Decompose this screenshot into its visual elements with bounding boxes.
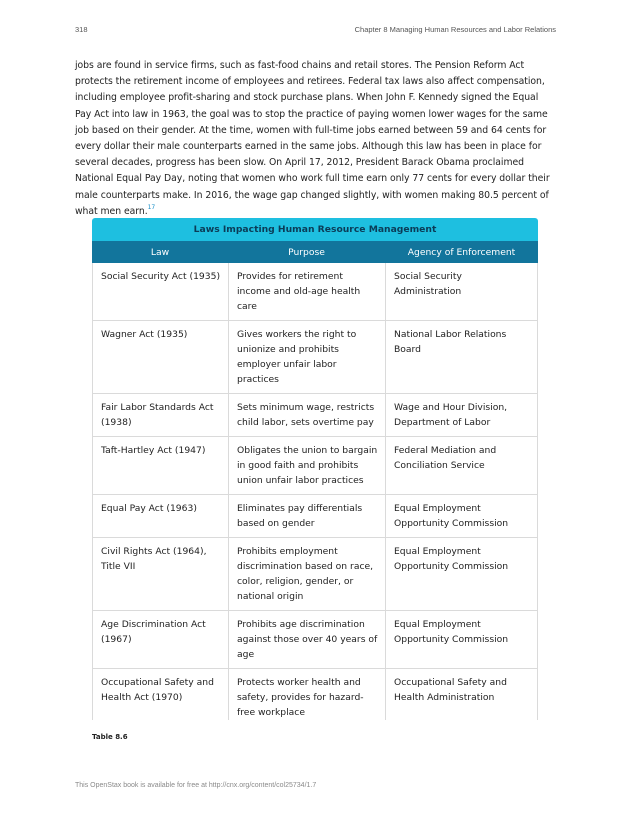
body-paragraph xyxy=(75,58,556,220)
cell-law: Civil Rights Act (1964), Title VII xyxy=(92,538,228,610)
cell-purpose: Provides for retirement income and old-age health care xyxy=(228,263,385,320)
cell-agency: Equal Employment Opportunity Commission xyxy=(385,611,538,668)
cell-purpose: Eliminates pay differentials based on gender xyxy=(228,495,385,537)
footnote-link[interactable]: 17 xyxy=(147,203,156,211)
table-row xyxy=(92,495,538,538)
cell-purpose: Prohibits employment discrimination based on race, color, religion, gender, or national origin xyxy=(228,538,385,610)
table-row xyxy=(92,321,538,394)
table-row xyxy=(92,394,538,437)
table-body xyxy=(92,263,538,720)
chapter-title: Chapter 8 Managing Human Resources and Labor Relations xyxy=(354,25,556,34)
cell-law: Occupational Safety and Health Act (1970) xyxy=(92,669,228,720)
cell-agency: Equal Employment Opportunity Commission xyxy=(385,538,538,610)
cell-purpose: Protects worker health and safety, provides for hazard-free workplace xyxy=(228,669,385,720)
cell-law: Age Discrimination Act (1967) xyxy=(92,611,228,668)
cell-agency: Federal Mediation and Conciliation Service xyxy=(385,437,538,494)
cell-agency: Equal Employment Opportunity Commission xyxy=(385,495,538,537)
cell-law: Social Security Act (1935) xyxy=(92,263,228,320)
cell-agency: National Labor Relations Board xyxy=(385,321,538,393)
cell-purpose: Obligates the union to bargain in good faith and prohibits union unfair labor practices xyxy=(228,437,385,494)
table-row xyxy=(92,263,538,321)
cell-law: Taft-Hartley Act (1947) xyxy=(92,437,228,494)
cell-agency: Occupational Safety and Health Administration xyxy=(385,669,538,720)
column-header-agency: Agency of Enforcement xyxy=(407,247,516,258)
cell-law: Equal Pay Act (1963) xyxy=(92,495,228,537)
table-title: Laws Impacting Human Resource Management xyxy=(92,218,538,241)
column-header-purpose: Purpose xyxy=(288,247,325,258)
table-row xyxy=(92,538,538,611)
cell-agency: Social Security Administration xyxy=(385,263,538,320)
cell-law: Wagner Act (1935) xyxy=(92,321,228,393)
page-number: 318 xyxy=(75,25,88,34)
cell-purpose: Gives workers the right to unionize and prohibits employer unfair labor practices xyxy=(228,321,385,393)
table-row xyxy=(92,669,538,720)
page-footer: This OpenStax book is available for free at http://cnx.org/content/col25734/1.7 xyxy=(75,782,317,789)
running-header xyxy=(75,25,556,37)
column-header-law: Law xyxy=(150,247,170,258)
table-caption: Table 8.6 xyxy=(92,733,128,741)
paragraph-text: jobs are found in service firms, such as fast-food chains and retail stores. The Pension Reform Act protects the retirement income of employees and retirees. Federal tax laws also affect compensation, including employee profit-sharing and stock purchase plans. When John F. Kennedy signed the Equal Pay Act into law in 1963, the goal was to stop the practice of paying women lower wages for the same job based on their gender. At the time, women with full-time jobs earned between 59 and 64 cents for every dollar their male counterparts earned in the same jobs. Although this law has been in place for several decades, progress has been slow. On April 17, 2012, President Barack Obama proclaimed National Equal Pay Day, noting that women who work full time earn only 77 cents for every dollar their male counterparts make. In 2016, the wage gap changed slightly, with women making 80.5 percent of what men earn. xyxy=(75,60,550,217)
laws-table xyxy=(92,218,538,720)
table-header-row xyxy=(92,241,538,263)
cell-agency: Wage and Hour Division, Department of Labor xyxy=(385,394,538,436)
table-row xyxy=(92,611,538,669)
cell-law: Fair Labor Standards Act (1938) xyxy=(92,394,228,436)
cell-purpose: Prohibits age discrimination against those over 40 years of age xyxy=(228,611,385,668)
cell-purpose: Sets minimum wage, restricts child labor, sets overtime pay xyxy=(228,394,385,436)
table-row xyxy=(92,437,538,495)
